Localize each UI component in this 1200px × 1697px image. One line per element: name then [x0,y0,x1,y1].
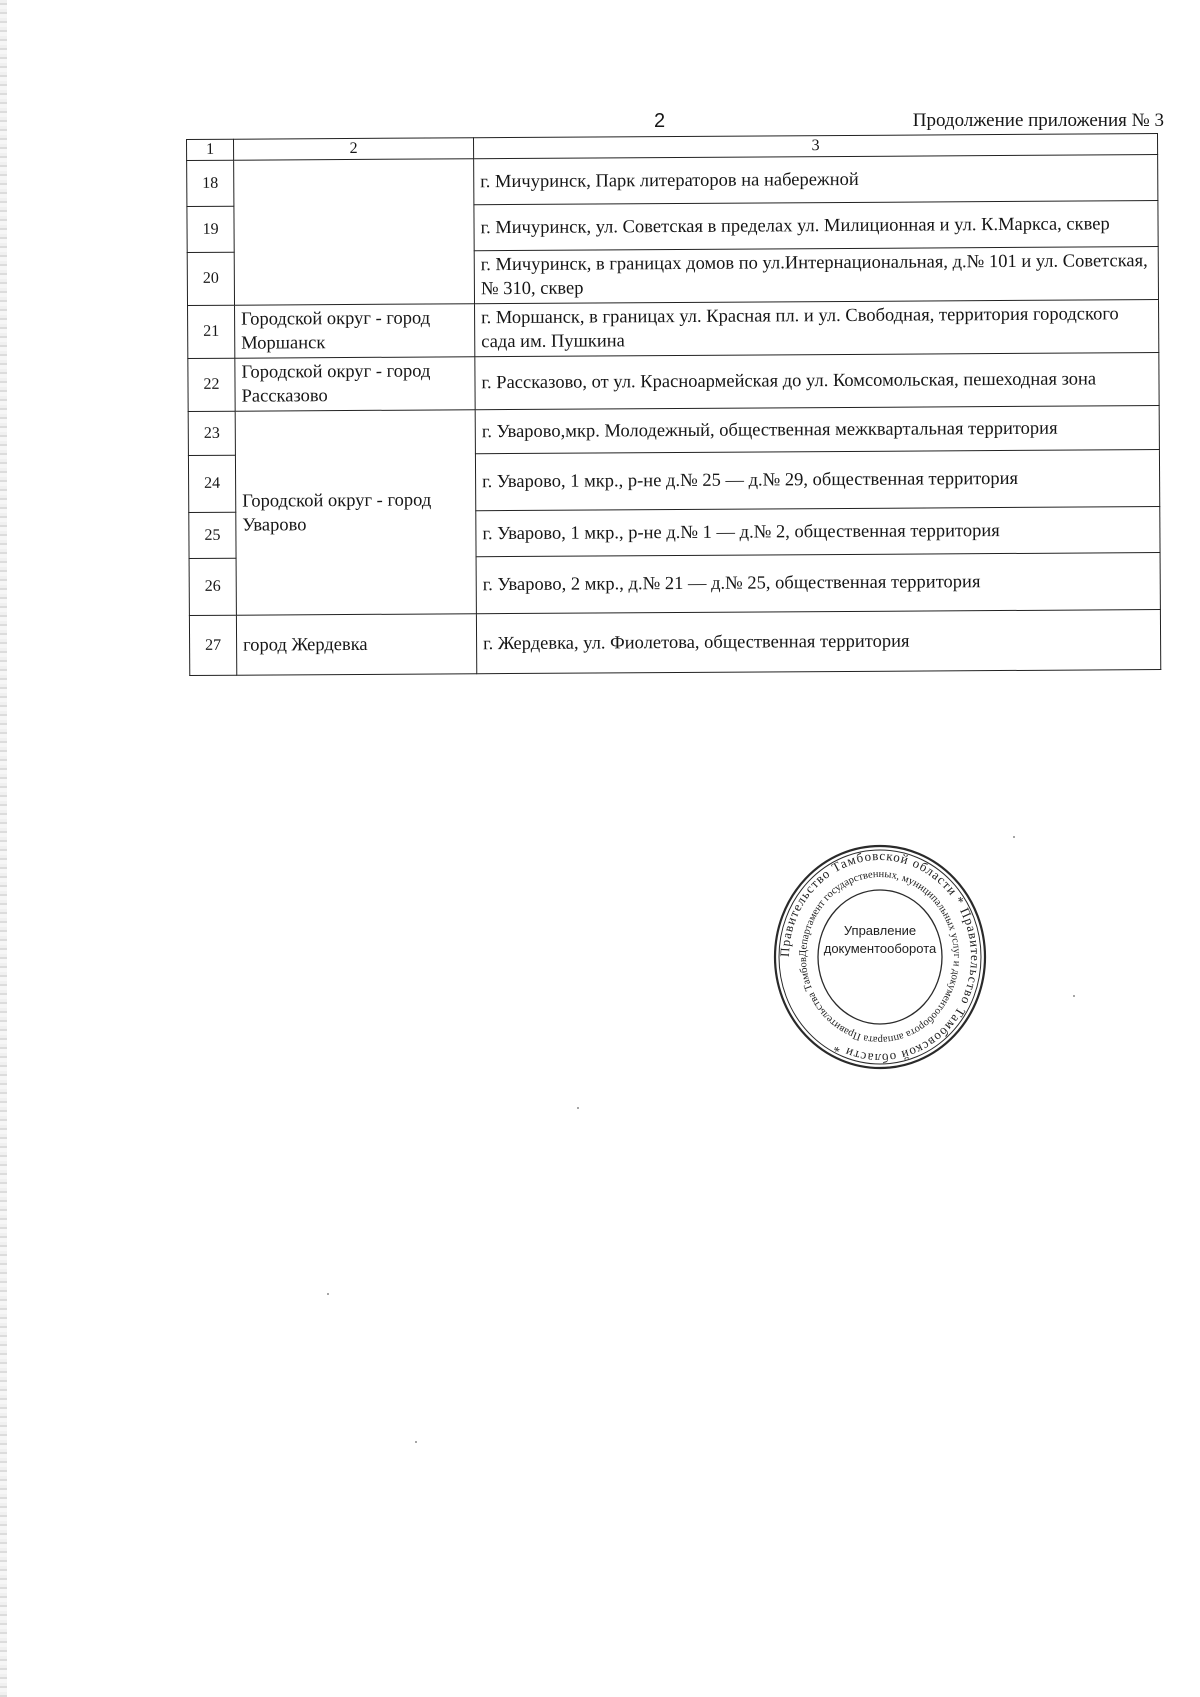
scan-speck [577,1107,579,1109]
row-number: 25 [189,512,236,558]
scan-speck [1073,995,1075,997]
scan-binding-edge [0,0,7,1697]
location-cell: г. Уварово, 2 мкр., д.№ 21 — д.№ 25, общественная территория [476,553,1160,614]
table-row [188,353,1159,412]
row-number: 18 [187,160,234,206]
seal-center-line1: Управление [843,923,917,938]
district-cell: Городской округ - город Уварово [235,410,476,615]
row-number: 19 [187,206,234,252]
district-cell [234,159,475,305]
row-number: 23 [188,411,235,455]
seal-center-text [810,922,950,958]
row-number: 26 [189,558,236,615]
district-cell: Городской округ - город Рассказово [235,357,475,411]
official-seal [770,840,990,1075]
table-row [188,300,1159,359]
column-header-number: 1 [187,139,234,160]
row-number: 24 [188,455,235,512]
location-cell: г. Мичуринск, ул. Советская в пределах ул. Милиционная и ул. К.Маркса, сквер [474,201,1158,251]
scan-speck [415,1441,417,1443]
seal-inner-text: Департамент государственных, муниципальных услуг и документооборота аппарата Правительства Тамбов [797,868,963,1046]
page-number: 2 [654,110,666,132]
row-number: 20 [187,252,234,305]
location-cell: г. Рассказово, от ул. Красноармейская до ул. Комсомольская, пешеходная зона [475,353,1159,410]
location-cell: г. Мичуринск, в границах домов по ул.Интернациональная, д.№ 101 и ул. Советская, № 310, сквер [474,247,1158,304]
location-cell: г. Мичуринск, Парк литераторов на набережной [474,155,1158,205]
appendix-continuation-label: Продолжение приложения № 3 [912,110,1164,131]
location-cell: г. Уварово, 1 мкр., р-не д.№ 1 — д.№ 2, общественная территория [476,507,1160,557]
territories-table [186,133,1161,676]
scan-speck [1013,836,1015,838]
seal-center-line2: документооборота [823,941,937,956]
row-number: 22 [188,358,235,411]
row-number: 21 [188,305,235,358]
seal-outer-text: Правительство Тамбовской области * Правительство Тамбовской области * [776,847,984,1067]
territories-table-body [187,134,1161,676]
table-row [187,155,1158,207]
location-cell: г. Жердевка, ул. Фиолетова, общественная территория [476,610,1160,674]
column-header-district: 2 [234,138,474,160]
location-cell: г. Уварово, 1 мкр., р-не д.№ 25 — д.№ 29, общественная территория [475,450,1159,511]
scan-speck [327,1293,329,1295]
table-row [188,406,1159,456]
column-header-location: 3 [473,134,1157,159]
row-number: 27 [189,615,236,675]
location-cell: г. Уварово,мкр. Молодежный, общественная межквартальная территория [475,406,1159,454]
district-cell: Городской округ - город Моршанск [235,304,475,358]
location-cell: г. Моршанск, в границах ул. Красная пл. и ул. Свободная, территория городского сада им. Пушкина [475,300,1159,357]
district-cell: город Жердевка [236,614,476,675]
table-row [189,610,1160,676]
